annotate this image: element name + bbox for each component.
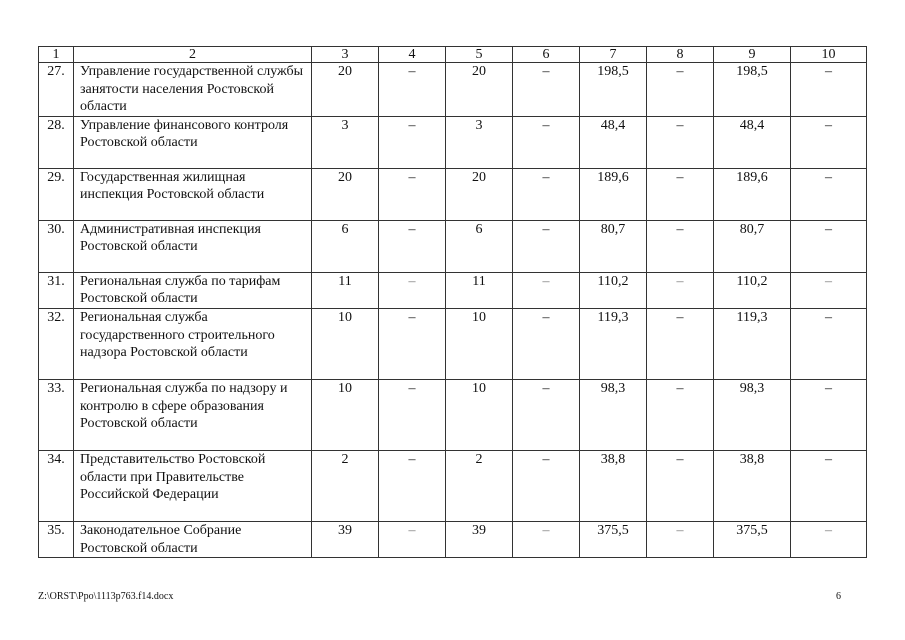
budget-table bbox=[38, 46, 867, 558]
table-row bbox=[39, 450, 867, 521]
value-cell-col-6: – bbox=[513, 116, 580, 168]
table-row bbox=[39, 116, 867, 168]
value-cell-col-5: 3 bbox=[446, 116, 513, 168]
organization-name: Региональная служба государственного строительного надзора Ростовской области bbox=[74, 308, 312, 379]
value-cell-col-8: – bbox=[647, 379, 714, 450]
value-cell-col-7: 119,3 bbox=[580, 308, 647, 379]
value-cell-col-8: – bbox=[647, 450, 714, 521]
table-row bbox=[39, 220, 867, 272]
value-cell-col-3: 39 bbox=[312, 521, 379, 557]
value-cell-col-9: 98,3 bbox=[714, 379, 791, 450]
value-cell-col-10: – bbox=[791, 272, 867, 308]
value-cell-col-9: 48,4 bbox=[714, 116, 791, 168]
organization-name: Законодательное Собрание Ростовской области bbox=[74, 521, 312, 557]
value-cell-col-7: 189,6 bbox=[580, 168, 647, 220]
organization-name: Управление финансового контроля Ростовской области bbox=[74, 116, 312, 168]
header-cell-9: 9 bbox=[714, 47, 791, 63]
header-cell-4: 4 bbox=[379, 47, 446, 63]
value-cell-col-8: – bbox=[647, 220, 714, 272]
value-cell-col-10: – bbox=[791, 168, 867, 220]
value-cell-col-6: – bbox=[513, 220, 580, 272]
value-cell-col-6: – bbox=[513, 450, 580, 521]
header-cell-2: 2 bbox=[74, 47, 312, 63]
value-cell-col-8: – bbox=[647, 116, 714, 168]
value-cell-col-3: 6 bbox=[312, 220, 379, 272]
value-cell-col-5: 20 bbox=[446, 168, 513, 220]
organization-name: Региональная служба по надзору и контролю в сфере образования Ростовской области bbox=[74, 379, 312, 450]
value-cell-col-4: – bbox=[379, 521, 446, 557]
value-cell-col-3: 3 bbox=[312, 116, 379, 168]
value-cell-col-9: 119,3 bbox=[714, 308, 791, 379]
value-cell-col-8: – bbox=[647, 63, 714, 117]
value-cell-col-8: – bbox=[647, 308, 714, 379]
value-cell-col-3: 20 bbox=[312, 63, 379, 117]
value-cell-col-6: – bbox=[513, 521, 580, 557]
table-row bbox=[39, 379, 867, 450]
value-cell-col-7: 198,5 bbox=[580, 63, 647, 117]
value-cell-col-5: 20 bbox=[446, 63, 513, 117]
value-cell-col-8: – bbox=[647, 521, 714, 557]
value-cell-col-9: 375,5 bbox=[714, 521, 791, 557]
organization-name: Управление государственной службы занятости населения Ростовской области bbox=[74, 63, 312, 117]
value-cell-col-6: – bbox=[513, 168, 580, 220]
row-number: 28. bbox=[39, 116, 74, 168]
value-cell-col-7: 48,4 bbox=[580, 116, 647, 168]
value-cell-col-5: 10 bbox=[446, 308, 513, 379]
value-cell-col-6: – bbox=[513, 63, 580, 117]
row-number: 30. bbox=[39, 220, 74, 272]
value-cell-col-10: – bbox=[791, 521, 867, 557]
value-cell-col-4: – bbox=[379, 450, 446, 521]
header-cell-6: 6 bbox=[513, 47, 580, 63]
value-cell-col-7: 98,3 bbox=[580, 379, 647, 450]
value-cell-col-10: – bbox=[791, 379, 867, 450]
organization-name: Государственная жилищная инспекция Ростовской области bbox=[74, 168, 312, 220]
header-cell-10: 10 bbox=[791, 47, 867, 63]
value-cell-col-5: 6 bbox=[446, 220, 513, 272]
value-cell-col-6: – bbox=[513, 272, 580, 308]
value-cell-col-3: 2 bbox=[312, 450, 379, 521]
row-number: 29. bbox=[39, 168, 74, 220]
value-cell-col-9: 38,8 bbox=[714, 450, 791, 521]
organization-name: Административная инспекция Ростовской области bbox=[74, 220, 312, 272]
footer-file-path: Z:\ORST\Ppo\1113p763.f14.docx bbox=[38, 591, 174, 602]
value-cell-col-9: 80,7 bbox=[714, 220, 791, 272]
value-cell-col-9: 110,2 bbox=[714, 272, 791, 308]
row-number: 35. bbox=[39, 521, 74, 557]
value-cell-col-9: 189,6 bbox=[714, 168, 791, 220]
value-cell-col-10: – bbox=[791, 116, 867, 168]
value-cell-col-3: 10 bbox=[312, 379, 379, 450]
value-cell-col-4: – bbox=[379, 308, 446, 379]
value-cell-col-7: 38,8 bbox=[580, 450, 647, 521]
value-cell-col-4: – bbox=[379, 116, 446, 168]
value-cell-col-6: – bbox=[513, 379, 580, 450]
row-number: 31. bbox=[39, 272, 74, 308]
value-cell-col-6: – bbox=[513, 308, 580, 379]
value-cell-col-5: 39 bbox=[446, 521, 513, 557]
value-cell-col-7: 80,7 bbox=[580, 220, 647, 272]
header-cell-5: 5 bbox=[446, 47, 513, 63]
value-cell-col-4: – bbox=[379, 63, 446, 117]
header-cell-1: 1 bbox=[39, 47, 74, 63]
value-cell-col-5: 2 bbox=[446, 450, 513, 521]
value-cell-col-10: – bbox=[791, 63, 867, 117]
header-cell-7: 7 bbox=[580, 47, 647, 63]
value-cell-col-5: 11 bbox=[446, 272, 513, 308]
value-cell-col-8: – bbox=[647, 272, 714, 308]
header-cell-3: 3 bbox=[312, 47, 379, 63]
table-row bbox=[39, 308, 867, 379]
value-cell-col-3: 10 bbox=[312, 308, 379, 379]
organization-name: Региональная служба по тарифам Ростовской области bbox=[74, 272, 312, 308]
header-row bbox=[39, 47, 867, 63]
header-cell-8: 8 bbox=[647, 47, 714, 63]
table-row bbox=[39, 63, 867, 117]
value-cell-col-7: 110,2 bbox=[580, 272, 647, 308]
organization-name: Представительство Ростовской области при Правительстве Российской Федерации bbox=[74, 450, 312, 521]
footer-page-number: 6 bbox=[836, 591, 841, 602]
value-cell-col-10: – bbox=[791, 308, 867, 379]
value-cell-col-4: – bbox=[379, 272, 446, 308]
value-cell-col-3: 11 bbox=[312, 272, 379, 308]
value-cell-col-4: – bbox=[379, 379, 446, 450]
row-number: 32. bbox=[39, 308, 74, 379]
row-number: 33. bbox=[39, 379, 74, 450]
value-cell-col-8: – bbox=[647, 168, 714, 220]
value-cell-col-5: 10 bbox=[446, 379, 513, 450]
value-cell-col-9: 198,5 bbox=[714, 63, 791, 117]
table-row bbox=[39, 272, 867, 308]
value-cell-col-4: – bbox=[379, 220, 446, 272]
value-cell-col-4: – bbox=[379, 168, 446, 220]
row-number: 27. bbox=[39, 63, 74, 117]
row-number: 34. bbox=[39, 450, 74, 521]
table-row bbox=[39, 168, 867, 220]
value-cell-col-3: 20 bbox=[312, 168, 379, 220]
value-cell-col-10: – bbox=[791, 450, 867, 521]
value-cell-col-10: – bbox=[791, 220, 867, 272]
table-row bbox=[39, 521, 867, 557]
value-cell-col-7: 375,5 bbox=[580, 521, 647, 557]
